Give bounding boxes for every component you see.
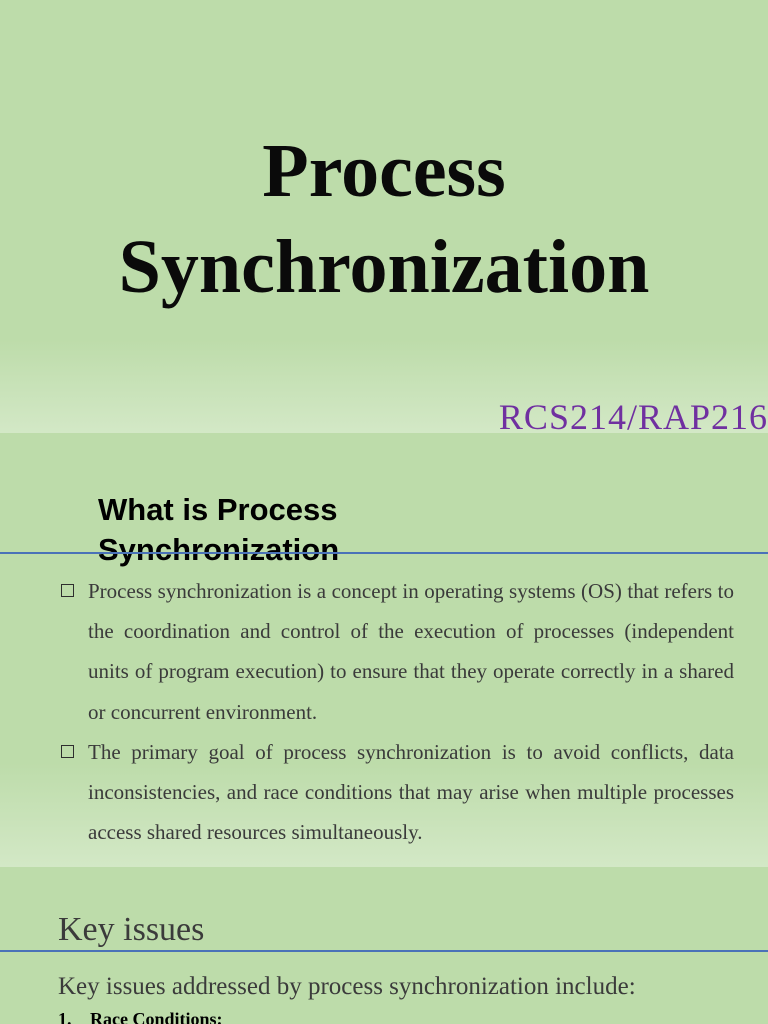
bullet-text: Process synchronization is a concept in operating systems (OS) that refers to the coordination and control of the execution of processes (independent units of program execution) to ensure that they operate correctly in a shared or concurrent environment. [88, 579, 734, 724]
slide-definition [0, 433, 768, 867]
divider-line [0, 552, 768, 554]
checkbox-bullet-icon [61, 745, 74, 758]
course-code: RCS214/RAP216 [498, 397, 768, 433]
bullet-item [58, 732, 734, 853]
bullet-list [58, 571, 734, 852]
checkbox-bullet-icon [61, 584, 74, 597]
numbered-item [58, 1007, 223, 1024]
intro-text: Key issues addressed by process synchronization include: [58, 973, 636, 1000]
title-line-2: Synchronization [118, 225, 650, 309]
heading-line-2: Synchronization [98, 532, 340, 567]
slide-title [0, 0, 768, 433]
divider-line [0, 950, 768, 952]
title-line-1: Process [262, 129, 506, 213]
slide-key-issues [0, 867, 768, 1024]
bullet-text: The primary goal of process synchronization is to avoid conflicts, data inconsistencies, and race conditions that may arise when multiple processes access shared resources simultaneously. [88, 739, 734, 845]
item-label: Race Conditions: [90, 1009, 223, 1024]
slide-title-heading [0, 123, 768, 315]
slide-key-issues-heading: Key issues [58, 911, 205, 948]
slide-definition-heading [98, 490, 418, 570]
heading-line-1: What is Process [98, 492, 338, 527]
bullet-item [58, 571, 734, 732]
item-number: 1. [58, 1009, 72, 1024]
